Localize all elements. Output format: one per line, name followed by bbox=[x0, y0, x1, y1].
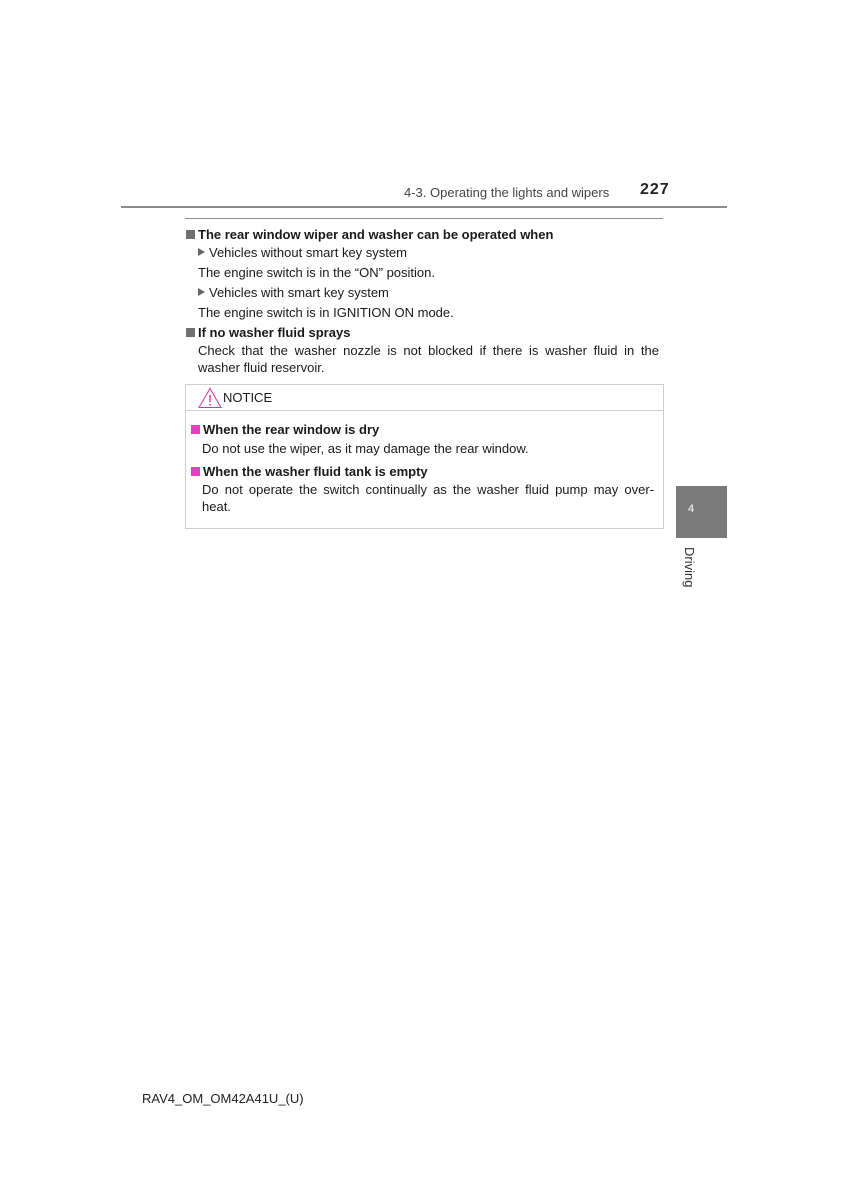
list-item: Vehicles without smart key system bbox=[198, 244, 407, 261]
triangle-bullet-icon bbox=[198, 248, 205, 256]
notice-heading: When the washer fluid tank is empty bbox=[191, 463, 428, 480]
triangle-bullet-icon bbox=[198, 288, 205, 296]
section-heading: If no washer fluid sprays bbox=[186, 324, 350, 341]
warning-icon bbox=[198, 387, 222, 409]
list-item: Vehicles with smart key system bbox=[198, 284, 389, 301]
gray-square-bullet-icon bbox=[186, 328, 195, 337]
chapter-label: Driving bbox=[682, 547, 697, 588]
notice-text: Do not use the wiper, as it may damage the rear window. bbox=[202, 441, 529, 456]
notice-box bbox=[185, 384, 664, 529]
notice-title: NOTICE bbox=[223, 390, 273, 405]
section-text: Check that the washer nozzle is not blocked if there is washer fluid in the washer fluid reservoir. bbox=[198, 343, 659, 375]
pink-square-bullet-icon bbox=[191, 425, 200, 434]
notice-text-line: heat. bbox=[202, 499, 231, 514]
chapter-number: 4 bbox=[688, 503, 695, 515]
notice-heading: When the rear window is dry bbox=[191, 421, 379, 438]
doc-code: RAV4_OM_OM42A41U_(U) bbox=[142, 1091, 304, 1106]
header-rule bbox=[121, 206, 727, 208]
notice-text-line: Do not operate the switch continually as the washer fluid pump may over- bbox=[202, 482, 654, 497]
item-text: The engine switch is in IGNITION ON mode. bbox=[198, 305, 454, 320]
gray-square-bullet-icon bbox=[186, 230, 195, 239]
item-text: The engine switch is in the “ON” position. bbox=[198, 265, 435, 280]
section-heading: The rear window wiper and washer can be operated when bbox=[186, 226, 553, 243]
notice-divider bbox=[186, 410, 663, 411]
pink-square-bullet-icon bbox=[191, 467, 200, 476]
chapter-tab bbox=[676, 486, 727, 538]
section-title: 4-3. Operating the lights and wipers bbox=[404, 185, 610, 200]
page-number: 227 bbox=[640, 181, 670, 198]
content-rule bbox=[185, 218, 663, 219]
